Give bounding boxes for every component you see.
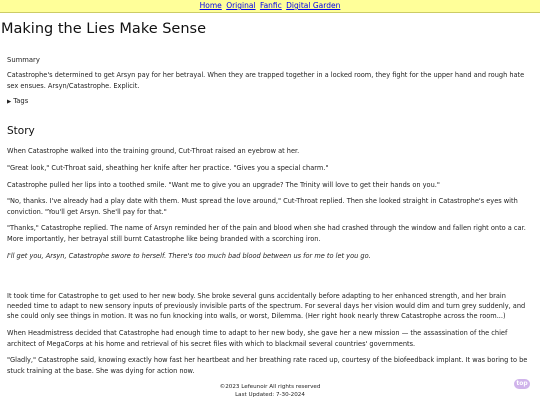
story-paragraph: Catastrophe pulled her lips into a toothed smile. "Want me to give you an upgrade? The Trinity will love to get their hands on you." [7, 180, 440, 189]
nav-link-home[interactable]: Home [199, 1, 222, 10]
story-body [7, 146, 532, 378]
story-heading: Story [7, 125, 35, 137]
nav-link-original[interactable]: Original [226, 1, 256, 10]
copyright-text: ©2023 Lefeunoir All rights reserved [219, 384, 321, 390]
story-paragraph: "Great look," Cut-Throat said, sheathing her knife after her practice. "Gives you a special charm." [7, 163, 329, 172]
tags-disclosure[interactable] [7, 97, 532, 105]
story-paragraph: "Gladly," Catastrophe said, knowing exactly how fast her heartbeat and her breathing rate raced up, courtesy of the biofeedback implant. It was boring to be stuck training at the base. She was dying for action now. [7, 356, 528, 375]
summary-text: Catastrophe's determined to get Arsyn pay for her betrayal. When they are trapped together in a locked room, they fight for the upper hand and rough hate sex ensues. Arsyn/Catastrophe. Explicit. [7, 71, 525, 90]
tags-label: Tags [13, 97, 29, 105]
main-content[interactable] [0, 13, 540, 378]
story-paragraph: It took time for Catastrophe to get used to her new body. She broke several guns accidentally before adapting to her enhanced strength, and her brain needed time to adapt to new sensory inputs of previously invisible parts of the spectrum. For several days her vision would dim and turn grey suddenly, and she could only see things in motion. It was no fun knocking into walls, or worst, Dilemma. (Her right hook nearly threw Catastrophe across the room...) [7, 291, 526, 321]
story-paragraph: When Headmistress decided that Catastrophe had enough time to adapt to her new body, she gave her a new mission — the assassination of the chief architect of MegaCorps at his home and retrieval of his secret files with which to blackmail several countries' governments. [7, 329, 508, 348]
nav-link-digital-garden[interactable]: Digital Garden [286, 1, 341, 10]
back-to-top-button[interactable]: top [514, 379, 530, 389]
story-paragraph: I'll get you, Arsyn, Catastrophe swore to herself. There's too much bad blood between us for me to let you go. [7, 251, 371, 260]
disclosure-triangle-icon: ▶ [7, 99, 12, 105]
summary-heading: Summary [7, 56, 40, 64]
story-paragraph: "Thanks," Catastrophe replied. The name of Arsyn reminded her of the pain and blood when she had crashed through the window and fallen right onto a car. More importantly, her betrayal still burnt Catastrophe like being branded with a scorching iron. [7, 224, 526, 243]
top-nav-bar [0, 0, 540, 13]
story-paragraph: "No, thanks. I've already had a play date with them. Must spread the love around," Cut-Throat replied. Then she looked straight in Catastrophe's eyes with conviction. "You'll get Arsyn. She'll pay for that." [7, 197, 518, 216]
last-updated-text: Last Updated: 7-30-2024 [235, 392, 305, 398]
nav-link-fanfic[interactable]: Fanfic [259, 1, 282, 10]
story-paragraph: When Catastrophe walked into the training ground, Cut-Throat raised an eyebrow at her. [7, 147, 300, 155]
tags-toggle[interactable] [7, 97, 532, 105]
page-footer [0, 378, 540, 405]
page-title: Making the Lies Make Sense [1, 21, 207, 37]
